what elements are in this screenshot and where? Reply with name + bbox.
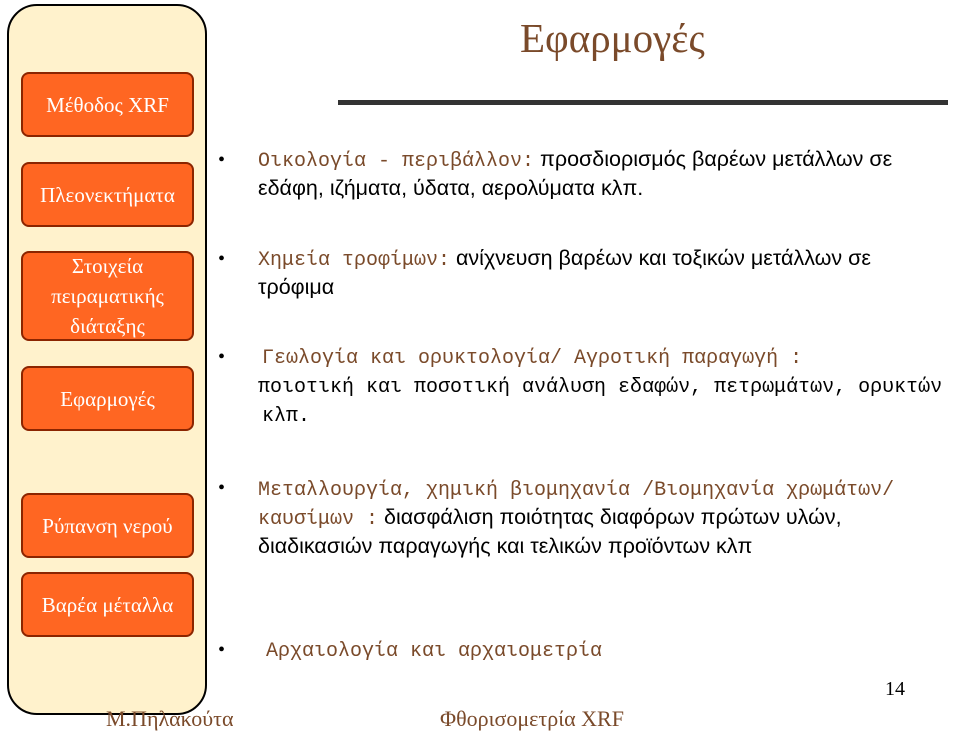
bullet-item-arxaiologia <box>266 636 960 665</box>
footer-author: Μ.Πηλακούτα <box>106 706 234 731</box>
bullet-text: προσδιορισμός βαρέων μετάλλων σε εδάφη, ιζήματα, ύδατα, αερολύματα κλπ. <box>258 147 893 200</box>
nav-button-efarmoges[interactable]: Εφαρμογές <box>21 366 194 431</box>
bullet-item-metallourgia <box>258 475 958 560</box>
nav-button-pleonektimata[interactable]: Πλεονεκτήματα <box>21 162 194 227</box>
nav-button-varea-metalla[interactable]: Βαρέα μέταλλα <box>21 572 194 637</box>
bullet-text: ανίχνευση βαρέων και τοξικών μετάλλων σε τρόφιμα <box>258 246 872 299</box>
bullet-item-oikologia <box>258 146 918 202</box>
bullet-item-geologia <box>258 343 952 430</box>
page-number: 14 <box>885 678 905 700</box>
nav-button-rypansi-nerou[interactable]: Ρύπανση νερού <box>21 493 194 558</box>
bullet-dot-icon: • <box>218 639 226 661</box>
bullet-dot-icon: • <box>218 477 226 499</box>
bullet-item-ximeia-trofimon <box>258 245 898 301</box>
bullet-heading: Οικολογία - περιβάλλον: <box>258 150 535 173</box>
nav-button-methodos-xrf[interactable]: Μέθοδος XRF <box>21 72 194 137</box>
bullet-text: ποιοτική και ποσοτική ανάλυση εδαφών, πετρωμάτων, ορυκτών κλπ. <box>258 376 943 428</box>
slide-title: Εφαρμογές <box>520 15 705 61</box>
bullet-text: διασφάλιση ποιότητας διαφόρων πρώτων υλών, διαδικασιών παραγωγής και τελικών προϊόντων κλπ <box>258 505 842 558</box>
title-underline <box>338 100 948 105</box>
bullet-heading: Χημεία τροφίμων: <box>258 249 451 272</box>
bullet-heading: Αρχαιολογία και αρχαιομετρία <box>266 640 603 663</box>
bullet-dot-icon: • <box>218 346 226 368</box>
sidebar-panel <box>7 4 207 715</box>
bullet-heading: Γεωλογία και ορυκτολογία/ Αγροτική παραγωγή : <box>262 347 803 370</box>
bullet-dot-icon: • <box>218 149 226 171</box>
nav-button-stoixeia-diataxis[interactable]: Στοιχεία πειραματικής διάταξης <box>21 251 194 341</box>
footer-topic: Φθορισομετρία XRF <box>440 706 624 731</box>
bullet-dot-icon: • <box>218 248 226 270</box>
bullet-heading: Μεταλλουργία, χημική βιομηχανία /Βιομηχανία χρωμάτων/καυσίμων : <box>258 479 895 531</box>
